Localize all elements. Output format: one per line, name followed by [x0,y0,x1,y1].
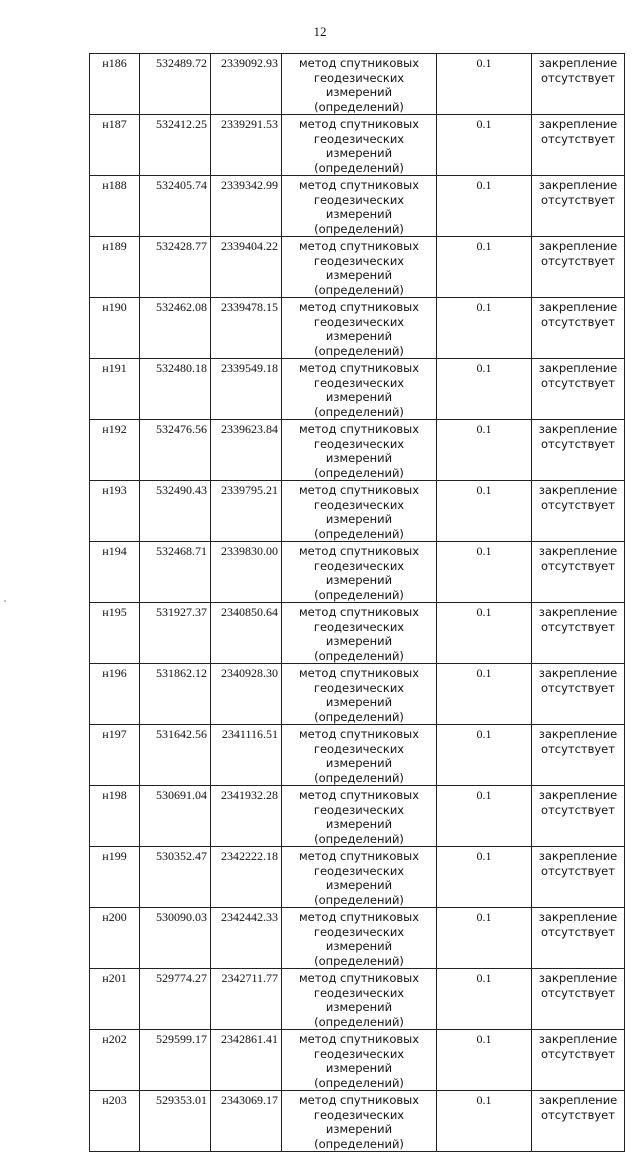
point-cell: н190 [90,298,140,359]
x-coordinate-cell: 532480.18 [140,359,211,420]
point-cell: н200 [90,908,140,969]
accuracy-cell: 0.1 [437,664,532,725]
x-coordinate-cell: 531642.56 [140,725,211,786]
method-cell: метод спутниковых геодезических измерений (определений) [282,847,437,908]
table-row [90,664,625,725]
scan-speck [4,600,6,602]
point-cell: н188 [90,176,140,237]
y-coordinate-cell: 2339092.93 [211,54,282,115]
accuracy-cell: 0.1 [437,298,532,359]
point-cell: н187 [90,115,140,176]
y-coordinate-cell: 2340928.30 [211,664,282,725]
fixing-cell: закрепление отсутствует [532,786,625,847]
method-cell: метод спутниковых геодезических измерений (определений) [282,786,437,847]
y-coordinate-cell: 2339623.84 [211,420,282,481]
table-row [90,237,625,298]
table-row [90,115,625,176]
x-coordinate-cell: 530691.04 [140,786,211,847]
method-cell: метод спутниковых геодезических измерений (определений) [282,481,437,542]
accuracy-cell: 0.1 [437,420,532,481]
table-row [90,786,625,847]
table-row [90,481,625,542]
method-cell: метод спутниковых геодезических измерений (определений) [282,908,437,969]
method-cell: метод спутниковых геодезических измерений (определений) [282,54,437,115]
accuracy-cell: 0.1 [437,908,532,969]
table-row [90,725,625,786]
coordinates-table [89,53,625,1152]
y-coordinate-cell: 2339291.53 [211,115,282,176]
point-cell: н202 [90,1030,140,1091]
accuracy-cell: 0.1 [437,542,532,603]
method-cell: метод спутниковых геодезических измерений (определений) [282,420,437,481]
accuracy-cell: 0.1 [437,1030,532,1091]
accuracy-cell: 0.1 [437,1091,532,1152]
accuracy-cell: 0.1 [437,786,532,847]
x-coordinate-cell: 532490.43 [140,481,211,542]
accuracy-cell: 0.1 [437,847,532,908]
fixing-cell: закрепление отсутствует [532,664,625,725]
accuracy-cell: 0.1 [437,359,532,420]
method-cell: метод спутниковых геодезических измерений (определений) [282,359,437,420]
fixing-cell: закрепление отсутствует [532,237,625,298]
accuracy-cell: 0.1 [437,969,532,1030]
fixing-cell: закрепление отсутствует [532,359,625,420]
page-number: 12 [313,24,327,39]
point-cell: н192 [90,420,140,481]
table-row [90,54,625,115]
point-cell: н186 [90,54,140,115]
table-row [90,1091,625,1152]
table-row [90,908,625,969]
table-row [90,1030,625,1091]
y-coordinate-cell: 2341932.28 [211,786,282,847]
fixing-cell: закрепление отсутствует [532,969,625,1030]
fixing-cell: закрепление отсутствует [532,481,625,542]
table-row [90,603,625,664]
y-coordinate-cell: 2342861.41 [211,1030,282,1091]
y-coordinate-cell: 2342222.18 [211,847,282,908]
method-cell: метод спутниковых геодезических измерений (определений) [282,1030,437,1091]
fixing-cell: закрепление отсутствует [532,542,625,603]
fixing-cell: закрепление отсутствует [532,298,625,359]
point-cell: н197 [90,725,140,786]
accuracy-cell: 0.1 [437,603,532,664]
x-coordinate-cell: 532412.25 [140,115,211,176]
accuracy-cell: 0.1 [437,54,532,115]
y-coordinate-cell: 2342442.33 [211,908,282,969]
method-cell: метод спутниковых геодезических измерений (определений) [282,542,437,603]
method-cell: метод спутниковых геодезических измерений (определений) [282,176,437,237]
y-coordinate-cell: 2341116.51 [211,725,282,786]
method-cell: метод спутниковых геодезических измерений (определений) [282,969,437,1030]
fixing-cell: закрепление отсутствует [532,115,625,176]
point-cell: н195 [90,603,140,664]
y-coordinate-cell: 2339549.18 [211,359,282,420]
method-cell: метод спутниковых геодезических измерений (определений) [282,664,437,725]
method-cell: метод спутниковых геодезических измерений (определений) [282,1091,437,1152]
accuracy-cell: 0.1 [437,481,532,542]
point-cell: н201 [90,969,140,1030]
point-cell: н193 [90,481,140,542]
accuracy-cell: 0.1 [437,115,532,176]
fixing-cell: закрепление отсутствует [532,603,625,664]
fixing-cell: закрепление отсутствует [532,54,625,115]
fixing-cell: закрепление отсутствует [532,847,625,908]
table-row [90,969,625,1030]
x-coordinate-cell: 529353.01 [140,1091,211,1152]
x-coordinate-cell: 532489.72 [140,54,211,115]
point-cell: н199 [90,847,140,908]
y-coordinate-cell: 2339795.21 [211,481,282,542]
point-cell: н189 [90,237,140,298]
method-cell: метод спутниковых геодезических измерений (определений) [282,725,437,786]
x-coordinate-cell: 529599.17 [140,1030,211,1091]
fixing-cell: закрепление отсутствует [532,1030,625,1091]
fixing-cell: закрепление отсутствует [532,420,625,481]
y-coordinate-cell: 2340850.64 [211,603,282,664]
table-row [90,176,625,237]
point-cell: н191 [90,359,140,420]
x-coordinate-cell: 532468.71 [140,542,211,603]
x-coordinate-cell: 530090.03 [140,908,211,969]
point-cell: н198 [90,786,140,847]
accuracy-cell: 0.1 [437,725,532,786]
method-cell: метод спутниковых геодезических измерений (определений) [282,603,437,664]
method-cell: метод спутниковых геодезических измерений (определений) [282,298,437,359]
table-row [90,542,625,603]
fixing-cell: закрепление отсутствует [532,176,625,237]
method-cell: метод спутниковых геодезических измерений (определений) [282,115,437,176]
point-cell: н196 [90,664,140,725]
x-coordinate-cell: 532405.74 [140,176,211,237]
point-cell: н194 [90,542,140,603]
y-coordinate-cell: 2339830.00 [211,542,282,603]
y-coordinate-cell: 2339404.22 [211,237,282,298]
point-cell: н203 [90,1091,140,1152]
table-row [90,420,625,481]
method-cell: метод спутниковых геодезических измерений (определений) [282,237,437,298]
fixing-cell: закрепление отсутствует [532,1091,625,1152]
table-row [90,847,625,908]
fixing-cell: закрепление отсутствует [532,725,625,786]
accuracy-cell: 0.1 [437,237,532,298]
y-coordinate-cell: 2339478.15 [211,298,282,359]
x-coordinate-cell: 530352.47 [140,847,211,908]
y-coordinate-cell: 2339342.99 [211,176,282,237]
fixing-cell: закрепление отсутствует [532,908,625,969]
coordinates-table-body [90,54,625,1152]
x-coordinate-cell: 532428.77 [140,237,211,298]
x-coordinate-cell: 532462.08 [140,298,211,359]
y-coordinate-cell: 2342711.77 [211,969,282,1030]
table-row [90,298,625,359]
x-coordinate-cell: 529774.27 [140,969,211,1030]
y-coordinate-cell: 2343069.17 [211,1091,282,1152]
x-coordinate-cell: 531862.12 [140,664,211,725]
x-coordinate-cell: 531927.37 [140,603,211,664]
accuracy-cell: 0.1 [437,176,532,237]
table-row [90,359,625,420]
x-coordinate-cell: 532476.56 [140,420,211,481]
